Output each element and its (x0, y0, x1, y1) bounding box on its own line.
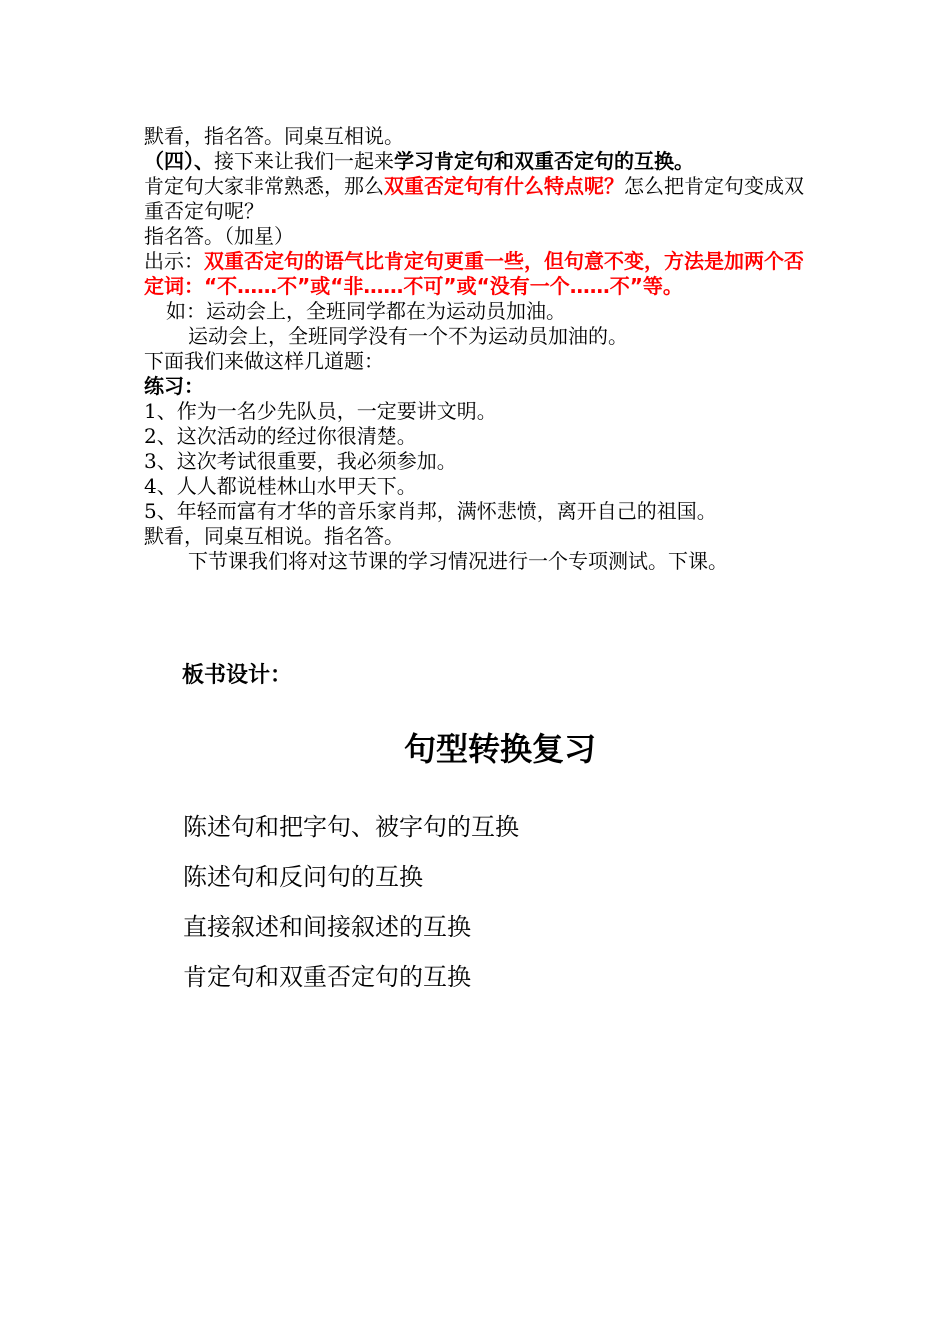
exercise-item: 4、人人都说桂林山水甲天下。 (144, 474, 417, 498)
question-intro: 肯定句大家非常熟悉，那么 (144, 174, 384, 198)
paragraph-closing: 下节课我们将对这节课的学习情况进行一个专项测试。下课。 (188, 549, 728, 573)
rule-text: 双重否定句的语气比肯定句更重一些，但句意不变，方法是加两个否定词：“不……不”或“非……不可”或“没有一个……不”等。 (144, 249, 804, 298)
section-number: （四）、 (144, 149, 214, 173)
rule-label: 出示： (144, 249, 204, 273)
board-item: 陈述句和把字句、被字句的互换 (183, 813, 519, 841)
paragraph-silent-reading: 默看，指名答。同桌互相说。 (144, 124, 404, 148)
exercise-item: 1、作为一名少先队员，一定要讲文明。 (144, 399, 497, 423)
question-paragraph (144, 174, 816, 224)
board-item: 直接叙述和间接叙述的互换 (183, 913, 471, 941)
lesson-body (144, 124, 816, 574)
paragraph-peer-discussion: 默看，同桌互相说。指名答。 (144, 524, 404, 548)
example-affirmative: 如：运动会上，全班同学都在为运动员加油。 (166, 299, 566, 323)
exercise-heading: 练习： (144, 374, 204, 398)
section-intro: 接下来让我们一起来 (214, 149, 394, 173)
section-four-heading (144, 149, 816, 174)
paragraph-exercise-intro: 下面我们来做这样几道题： (144, 349, 384, 373)
board-item-list (183, 802, 519, 1002)
section-topic: 学习肯定句和双重否定句的互换。 (394, 149, 694, 173)
question-highlight: 双重否定句有什么特点呢？ (384, 174, 624, 198)
board-title: 句型转换复习 (403, 730, 596, 768)
board-item: 陈述句和反问句的互换 (183, 863, 423, 891)
board-item: 肯定句和双重否定句的互换 (183, 963, 471, 991)
board-design-label: 板书设计： (182, 663, 293, 688)
rule-paragraph (144, 249, 816, 299)
exercise-item: 2、这次活动的经过你很清楚。 (144, 424, 417, 448)
paragraph-call-on: 指名答。（加星） (144, 224, 294, 248)
question-rest: 怎么把肯定句变成双重否定句呢？ (144, 174, 804, 223)
example-double-negative: 运动会上，全班同学没有一个不为运动员加油的。 (188, 324, 628, 348)
exercise-item: 3、这次考试很重要，我必须参加。 (144, 449, 457, 473)
exercise-item: 5、年轻而富有才华的音乐家肖邦，满怀悲愤，离开自己的祖国。 (144, 499, 717, 523)
